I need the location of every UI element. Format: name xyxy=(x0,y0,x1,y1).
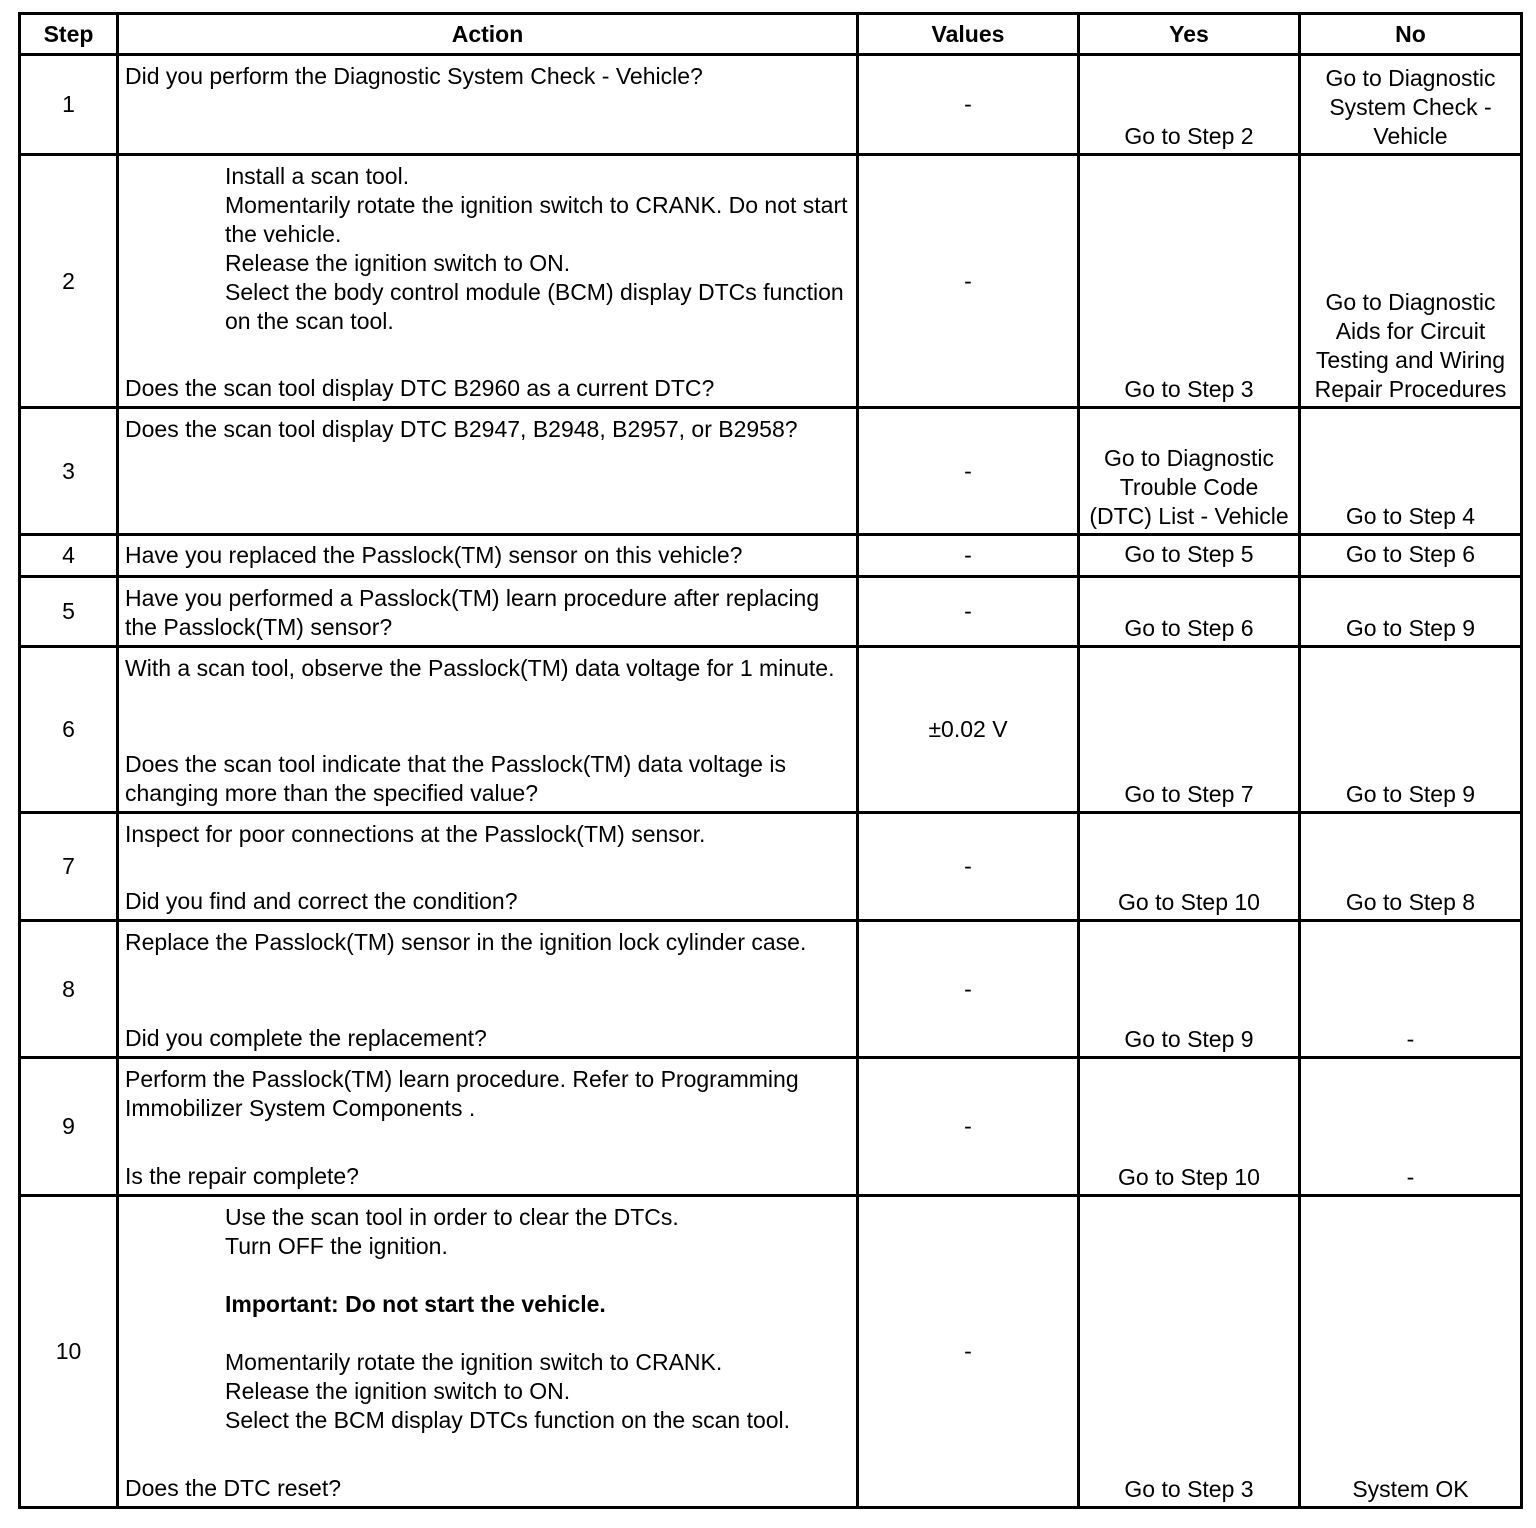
table-row-step-3 xyxy=(20,408,1522,535)
yes-cell: Go to Step 3 xyxy=(1079,155,1300,408)
instruction-item: Select the body control module (BCM) display DTCs function on the scan tool. xyxy=(225,279,844,334)
step-number: 8 xyxy=(20,921,118,1058)
instruction-item: Release the ignition switch to ON. xyxy=(225,250,571,276)
step-number: 6 xyxy=(20,647,118,813)
action-cell xyxy=(118,1196,858,1508)
header-yes: Yes xyxy=(1079,14,1300,55)
step-number: 10 xyxy=(20,1196,118,1508)
action-question: Does the DTC reset? xyxy=(125,1475,342,1501)
action-cell xyxy=(118,577,858,647)
values-cell: - xyxy=(858,813,1079,921)
action-question: Did you complete the replacement? xyxy=(125,1025,487,1051)
table-row-step-2 xyxy=(20,155,1522,408)
diagnostic-table xyxy=(18,12,1523,1509)
values-cell: - xyxy=(858,921,1079,1058)
no-cell: Go to Step 4 xyxy=(1300,408,1522,535)
action-cell xyxy=(118,1058,858,1196)
instruction-item: Momentarily rotate the ignition switch to CRANK. Do not start the vehicle. xyxy=(225,192,848,247)
action-text: Have you replaced the Passlock(TM) sensor on this vehicle? xyxy=(125,542,743,568)
yes-cell: Go to Step 10 xyxy=(1079,1058,1300,1196)
values-cell: - xyxy=(858,1196,1079,1508)
no-cell: Go to Step 8 xyxy=(1300,813,1522,921)
instruction-item: Install a scan tool. xyxy=(225,163,410,189)
no-cell: - xyxy=(1300,921,1522,1058)
action-question: Does the scan tool display DTC B2960 as a current DTC? xyxy=(125,375,715,401)
table-row-step-1 xyxy=(20,55,1522,155)
yes-cell: Go to Step 6 xyxy=(1079,577,1300,647)
instruction-item: Use the scan tool in order to clear the DTCs. xyxy=(225,1204,679,1230)
table-header-row xyxy=(20,14,1522,55)
action-question: Is the repair complete? xyxy=(125,1163,359,1189)
action-cell xyxy=(118,408,858,535)
action-cell xyxy=(118,155,858,408)
action-question: Does the scan tool indicate that the Passlock(TM) data voltage is changing more than the specified value? xyxy=(125,751,786,806)
values-cell: - xyxy=(858,535,1079,577)
instruction-list xyxy=(125,1203,850,1435)
no-cell: Go to Step 6 xyxy=(1300,535,1522,577)
no-cell: - xyxy=(1300,1058,1522,1196)
action-question: Did you find and correct the condition? xyxy=(125,888,518,914)
action-cell xyxy=(118,55,858,155)
header-step: Step xyxy=(20,14,118,55)
no-cell: Go to Diagnostic Aids for Circuit Testing and Wiring Repair Procedures xyxy=(1300,155,1522,408)
instruction-item: Select the BCM display DTCs function on the scan tool. xyxy=(225,1407,791,1433)
table-row-step-8 xyxy=(20,921,1522,1058)
step-number: 9 xyxy=(20,1058,118,1196)
no-cell: Go to Step 9 xyxy=(1300,647,1522,813)
table-row-step-5 xyxy=(20,577,1522,647)
yes-cell: Go to Diagnostic Trouble Code (DTC) List - Vehicle xyxy=(1079,408,1300,535)
action-cell xyxy=(118,535,858,577)
values-cell: - xyxy=(858,55,1079,155)
step-number: 4 xyxy=(20,535,118,577)
action-cell xyxy=(118,813,858,921)
step-number: 3 xyxy=(20,408,118,535)
step-number: 5 xyxy=(20,577,118,647)
instruction-item: Release the ignition switch to ON. xyxy=(225,1378,571,1404)
instruction-list xyxy=(125,162,850,336)
values-cell: - xyxy=(858,408,1079,535)
no-cell: Go to Diagnostic System Check - Vehicle xyxy=(1300,55,1522,155)
action-text: With a scan tool, observe the Passlock(TM) data voltage for 1 minute. xyxy=(125,655,835,681)
no-cell: System OK xyxy=(1300,1196,1522,1508)
step-number: 1 xyxy=(20,55,118,155)
step-number: 2 xyxy=(20,155,118,408)
yes-cell: Go to Step 9 xyxy=(1079,921,1300,1058)
action-text: Inspect for poor connections at the Passlock(TM) sensor. xyxy=(125,821,706,847)
instruction-item: Turn OFF the ignition. xyxy=(225,1233,448,1259)
values-cell: - xyxy=(858,155,1079,408)
important-note: Important: Do not start the vehicle. xyxy=(225,1291,606,1317)
yes-cell: Go to Step 3 xyxy=(1079,1196,1300,1508)
table-row-step-7 xyxy=(20,813,1522,921)
action-text: Perform the Passlock(TM) learn procedure. Refer to Programming Immobilizer System Components . xyxy=(125,1066,799,1121)
header-no: No xyxy=(1300,14,1522,55)
values-cell: - xyxy=(858,1058,1079,1196)
action-cell xyxy=(118,921,858,1058)
yes-cell: Go to Step 7 xyxy=(1079,647,1300,813)
action-text: Have you performed a Passlock(TM) learn procedure after replacing the Passlock(TM) sensor? xyxy=(125,585,820,640)
action-text: Replace the Passlock(TM) sensor in the ignition lock cylinder case. xyxy=(125,929,807,955)
header-values: Values xyxy=(858,14,1079,55)
yes-cell: Go to Step 10 xyxy=(1079,813,1300,921)
yes-cell: Go to Step 5 xyxy=(1079,535,1300,577)
values-cell: - xyxy=(858,577,1079,647)
header-action: Action xyxy=(118,14,858,55)
instruction-item: Momentarily rotate the ignition switch to CRANK. xyxy=(225,1349,723,1375)
table-row-step-10 xyxy=(20,1196,1522,1508)
action-cell xyxy=(118,647,858,813)
action-text: Does the scan tool display DTC B2947, B2948, B2957, or B2958? xyxy=(125,416,798,442)
table-row-step-9 xyxy=(20,1058,1522,1196)
step-number: 7 xyxy=(20,813,118,921)
yes-cell: Go to Step 2 xyxy=(1079,55,1300,155)
no-cell: Go to Step 9 xyxy=(1300,577,1522,647)
action-text: Did you perform the Diagnostic System Check - Vehicle? xyxy=(125,63,703,89)
table-row-step-4 xyxy=(20,535,1522,577)
table-row-step-6 xyxy=(20,647,1522,813)
values-cell: ±0.02 V xyxy=(858,647,1079,813)
